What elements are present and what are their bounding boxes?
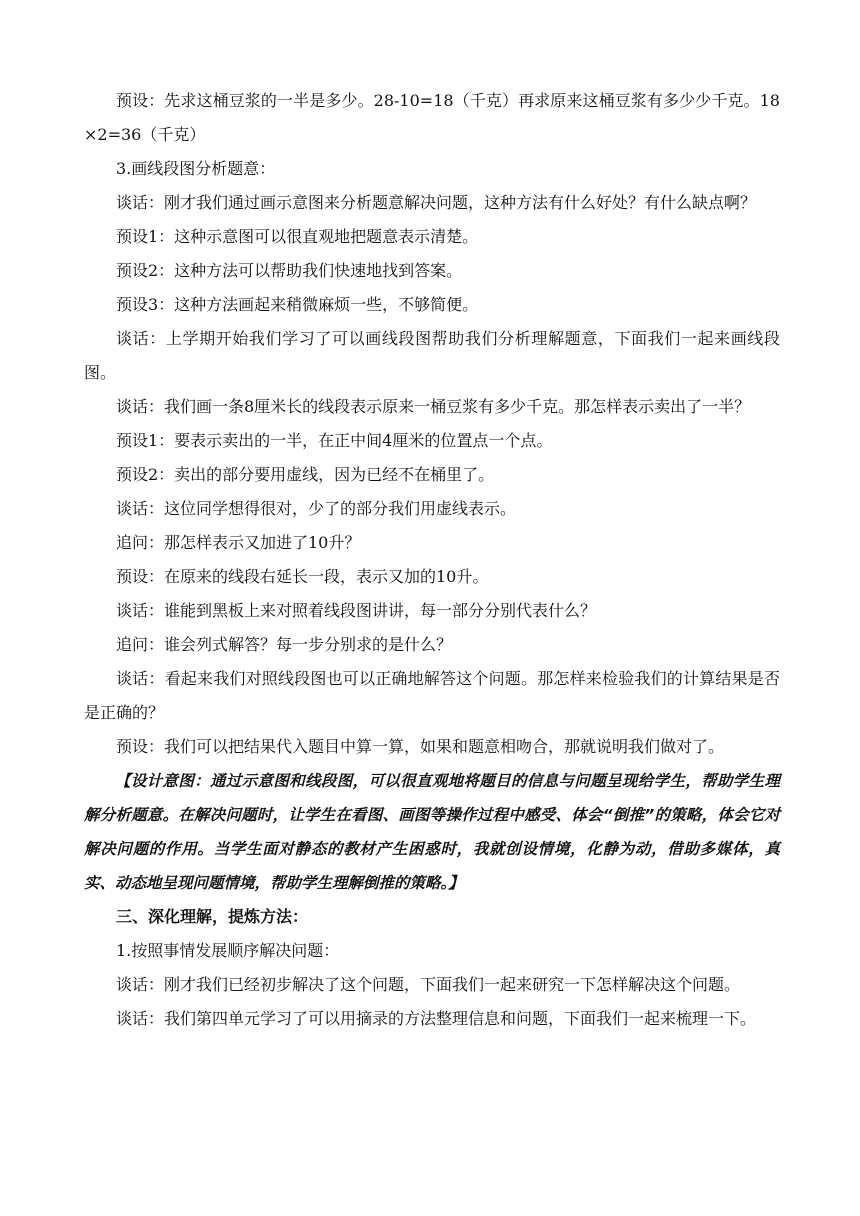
paragraph-talk: 谈话：这位同学想得很对，少了的部分我们用虚线表示。 [116,499,517,518]
paragraph-preset-3: 预设3：这种方法画起来稍微麻烦一些，不够简便。 [116,295,479,314]
paragraph-talk: 谈话：谁能到黑板上来对照着线段图讲讲，每一部分分别代表什么？ [116,601,597,620]
paragraph-preset-1: 预设1：这种示意图可以很直观地把题意表示清楚。 [116,227,479,246]
paragraph-talk: 谈话：我们第四单元学习了可以用摘录的方法整理信息和问题，下面我们一起来梳理一下。 [116,1009,757,1028]
paragraph-preset-1: 预设1：要表示卖出的一半，在正中间4厘米的位置点一个点。 [116,431,553,450]
paragraph-preset-2: 预设2：卖出的部分要用虚线，因为已经不在桶里了。 [116,465,495,484]
paragraph-preset: 预设：在原来的线段右延长一段，表示又加的10升。 [116,567,489,586]
paragraph-talk: 谈话：我们画一条8厘米长的线段表示原来一桶豆浆有多少千克。那怎样表示卖出了一半？ [116,397,751,416]
paragraph-talk: 谈话：上学期开始我们学习了可以画线段图帮助我们分析理解题意，下面我们一起来画线段图。 [84,329,780,382]
paragraph-preset: 预设：我们可以把结果代入题目中算一算，如果和题意相吻合，那就说明我们做对了。 [116,737,725,756]
paragraph-step-3-heading: 3.画线段图分析题意： [116,159,276,178]
paragraph-preset-half: 预设：先求这桶豆浆的一半是多少。28-10=18（千克）再求原来这桶豆浆有多少少千克。18×2=36（千克） [84,91,780,144]
paragraph-talk: 谈话：刚才我们已经初步解决了这个问题，下面我们一起来研究一下怎样解决这个问题。 [116,975,741,994]
design-intent-note: 【设计意图：通过示意图和线段图，可以很直观地将题目的信息与问题呈现给学生，帮助学生理解分析题意。在解决问题时，让学生在看图、画图等操作过程中感受、体会“倒推”的策略，体会它对解决问题的作用。当学生面对静态的教材产生困惑时，我就创设情境，化静为动，借助多媒体，真实、动态地呈现问题情境，帮助学生理解倒推的策略。】 [84,772,780,892]
section-heading: 三、深化理解，提炼方法： [116,907,309,926]
paragraph-follow-up: 追问：谁会列式解答？每一步分别求的是什么？ [116,635,453,654]
paragraph-step-1-heading: 1.按照事情发展顺序解决问题： [116,941,340,960]
document-body [84,84,780,1036]
paragraph-talk: 谈话：刚才我们通过画示意图来分析题意解决问题，这种方法有什么好处？有什么缺点啊？ [116,193,757,212]
paragraph-preset-2: 预设2：这种方法可以帮助我们快速地找到答案。 [116,261,463,280]
paragraph-talk: 谈话：看起来我们对照线段图也可以正确地解答这个问题。那怎样来检验我们的计算结果是否是正确的？ [84,669,780,722]
paragraph-follow-up: 追问：那怎样表示又加进了10升？ [116,533,361,552]
